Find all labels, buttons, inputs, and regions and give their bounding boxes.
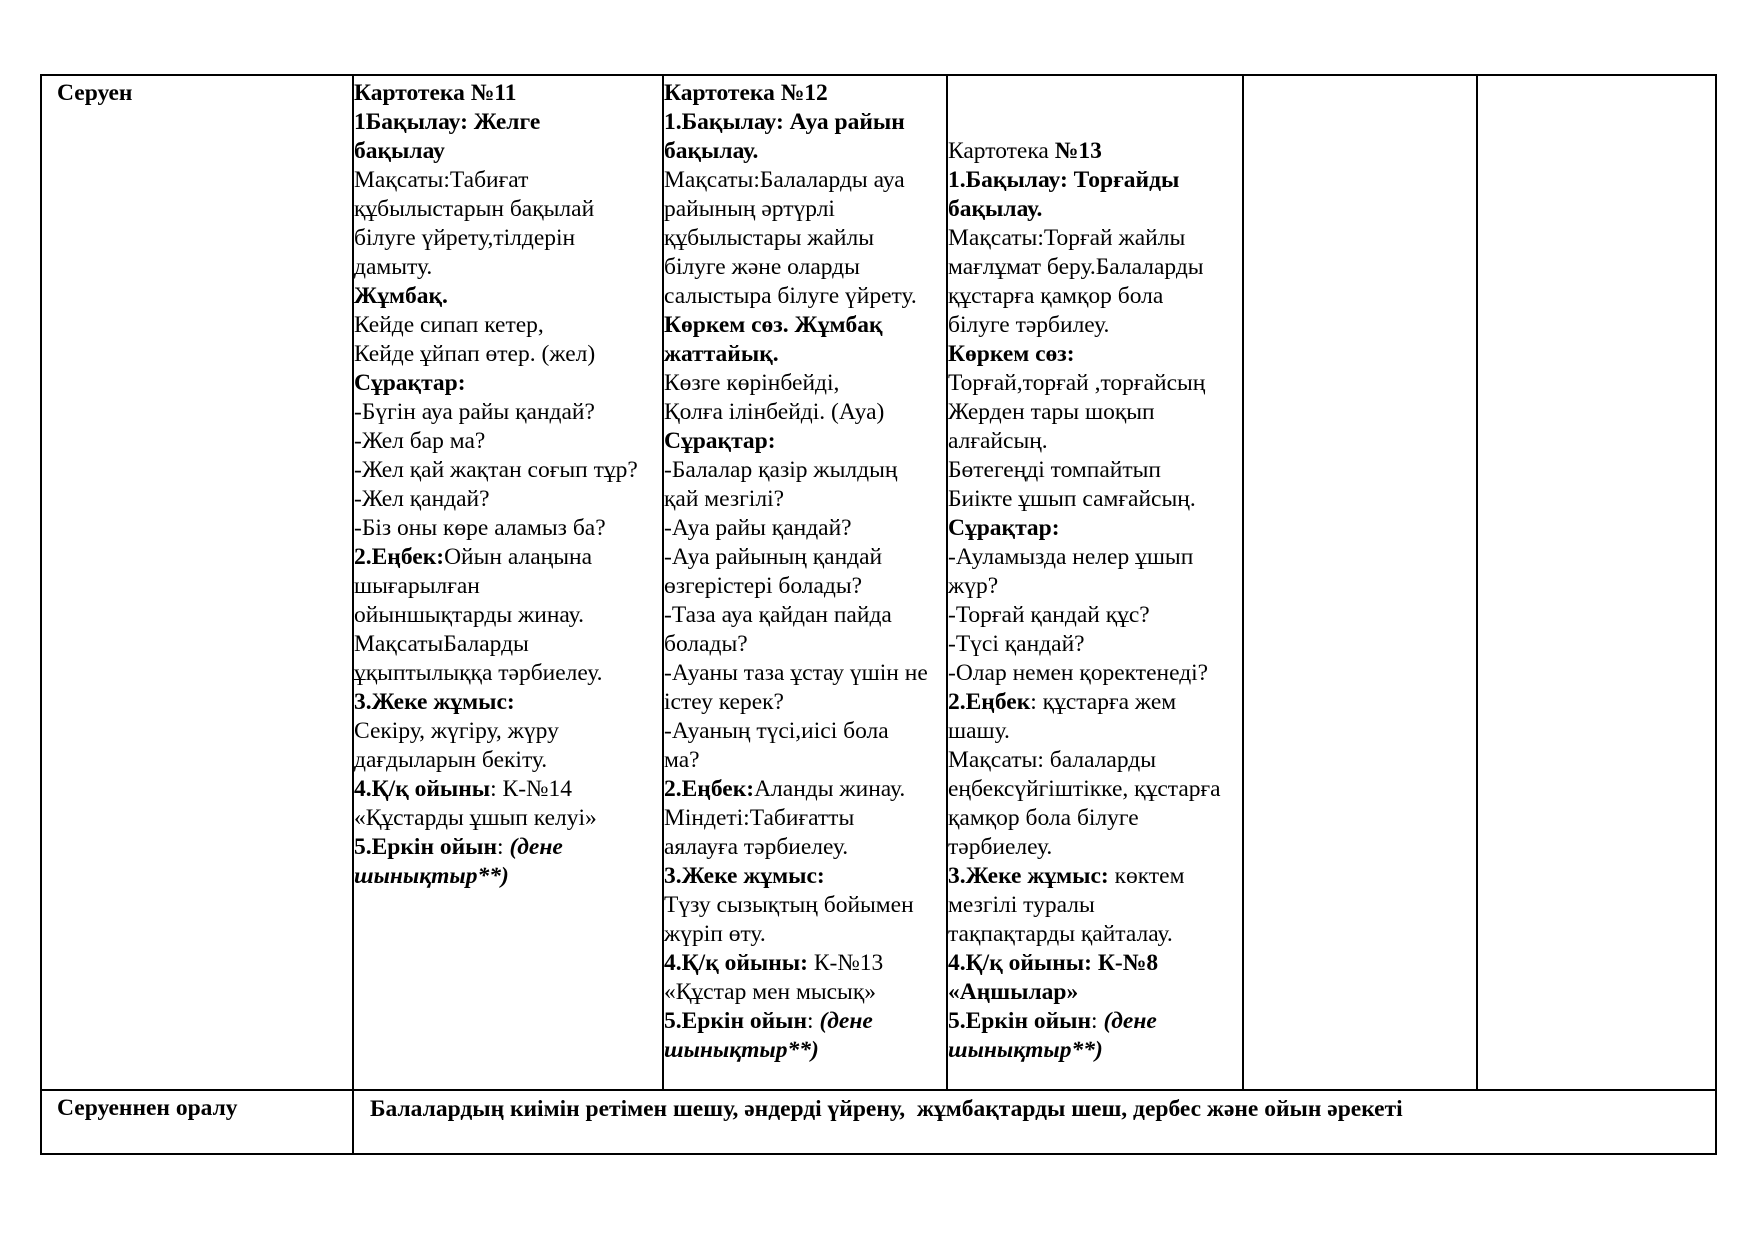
card-11-line: Мақсаты:Табиғат bbox=[354, 167, 529, 193]
card-11-line: МақсатыБаларды bbox=[354, 631, 529, 657]
card-11-heading: 4.Қ/қ ойыны bbox=[354, 776, 491, 802]
card-13-heading: 3.Жеке жұмыс: bbox=[948, 863, 1109, 889]
card-13-line: мағлұмат беру.Балаларды bbox=[948, 254, 1204, 280]
card-11-line: шынықтыр**) bbox=[354, 863, 509, 889]
card-12-line: аялауға тәрбиелеу. bbox=[664, 834, 849, 860]
card-12-line: жүріп өту. bbox=[664, 921, 766, 947]
card-12-line: ма? bbox=[664, 747, 700, 773]
card-11-text: : К-№14 bbox=[490, 776, 572, 802]
card-11-line: ойыншықтарды жинау. bbox=[354, 602, 584, 628]
return-label: Серуеннен оралу bbox=[57, 1095, 238, 1121]
card-13-line: бақылау. bbox=[948, 196, 1043, 222]
card-11-line: «Құстарды ұшып келуі» bbox=[354, 805, 597, 831]
card-12-line: 1.Бақылау: Ауа райын bbox=[664, 109, 905, 135]
card-11-line: Сұрақтар: bbox=[354, 370, 466, 396]
card-13-line: -Торғай қандай құс? bbox=[948, 602, 1150, 628]
card-11-line: шығарылған bbox=[354, 573, 480, 599]
card-12-line: болады? bbox=[664, 631, 748, 657]
card-12-line: -Ауа райы қандай? bbox=[664, 515, 852, 541]
card-11-title: Картотека №11 bbox=[354, 80, 517, 106]
card-13-line: -Ауламызда нелер ұшып bbox=[948, 544, 1194, 570]
card-11-line: бақылау bbox=[354, 138, 445, 164]
card-13-line: 1.Бақылау: Торғайды bbox=[948, 167, 1180, 193]
card-11-line: Жұмбақ. bbox=[354, 283, 448, 309]
return-label-cell bbox=[41, 1090, 353, 1154]
card-11-line bbox=[354, 775, 662, 804]
card-12-line: білуге және оларды bbox=[664, 254, 860, 280]
card-13-line: еңбексүйгіштікке, құстарға bbox=[948, 776, 1221, 802]
card-12-italic: (дене bbox=[819, 1008, 873, 1034]
card-11-italic: (дене bbox=[509, 834, 563, 860]
card-12-line: Түзу сызықтың бойымен bbox=[664, 892, 914, 918]
card-13-cell bbox=[947, 75, 1243, 1090]
card-12-heading: 5.Еркін ойын bbox=[664, 1008, 808, 1034]
card-13-line: жүр? bbox=[948, 573, 999, 599]
card-11-line: Секіру, жүгіру, жүру bbox=[354, 718, 559, 744]
card-13-line: тақпақтарды қайталау. bbox=[948, 921, 1173, 947]
card-13-text: : құстарға жем bbox=[1030, 689, 1177, 715]
card-12-line: Көзге көрінбейді, bbox=[664, 370, 840, 396]
card-13-line: Көркем сөз: bbox=[948, 341, 1075, 367]
card-13-line: 4.Қ/қ ойыны: К-№8 bbox=[948, 950, 1159, 976]
card-13-heading: 5.Еркін ойын bbox=[948, 1008, 1092, 1034]
card-11-line: -Бүгін ауа райы қандай? bbox=[354, 399, 595, 425]
card-13-line: мезгілі туралы bbox=[948, 892, 1095, 918]
card-12-line bbox=[664, 1007, 946, 1036]
card-12-line: істеу керек? bbox=[664, 689, 784, 715]
card-12-line: Міндеті:Табиғатты bbox=[664, 805, 855, 831]
card-12-line: «Құстар мен мысық» bbox=[664, 979, 877, 1005]
card-13-line: Бөтегеңді томпайтып bbox=[948, 457, 1161, 483]
card-11-text: Ойын алаңына bbox=[444, 544, 593, 570]
daily-plan-table bbox=[40, 74, 1717, 1155]
card-12-line: шынықтыр**) bbox=[664, 1037, 819, 1063]
card-13-line bbox=[948, 1007, 1242, 1036]
card-12-line: Мақсаты:Балаларды ауа bbox=[664, 167, 905, 193]
card-12-line: -Ауа райының қандай bbox=[664, 544, 883, 570]
card-13-line: құстарға қамқор бола bbox=[948, 283, 1164, 309]
card-12-line: жаттайық. bbox=[664, 341, 779, 367]
card-13-italic: (дене bbox=[1103, 1008, 1157, 1034]
card-13-line: Торғай,торғай ,торғайсың bbox=[948, 370, 1206, 396]
card-11-line: Кейде ұйпап өтер. (жел) bbox=[354, 341, 596, 367]
card-13-title bbox=[948, 137, 1242, 166]
card-11-line: Кейде сипап кетер, bbox=[354, 312, 544, 338]
card-12-cell bbox=[663, 75, 947, 1090]
card-13-line: шынықтыр**) bbox=[948, 1037, 1103, 1063]
card-11-line: -Жел қандай? bbox=[354, 486, 490, 512]
card-12-text: Аланды жинау. bbox=[754, 776, 906, 802]
card-13-line: «Аңшылар» bbox=[948, 979, 1079, 1005]
return-text-cell bbox=[353, 1090, 1716, 1154]
card-13-line bbox=[948, 862, 1242, 891]
card-13-line: алғайсың. bbox=[948, 428, 1048, 454]
card-13-text: көктем bbox=[1108, 863, 1185, 889]
card-13-line: Мақсаты:Торғай жайлы bbox=[948, 225, 1186, 251]
card-13-line: шашу. bbox=[948, 718, 1010, 744]
card-12-line: салыстыра білуге үйрету. bbox=[664, 283, 917, 309]
card-11-line: дамыту. bbox=[354, 254, 433, 280]
card-12-heading: 2.Еңбек: bbox=[664, 776, 755, 802]
card-12-line: райының әртүрлі bbox=[664, 196, 835, 222]
card-12-line: Көркем сөз. Жұмбақ bbox=[664, 312, 883, 338]
card-13-line bbox=[948, 688, 1242, 717]
card-11-line: білуге үйрету,тілдерін bbox=[354, 225, 576, 251]
card-11-line: -Біз оны көре аламыз ба? bbox=[354, 515, 606, 541]
card-12-line: құбылыстары жайлы bbox=[664, 225, 875, 251]
empty-cell-col5 bbox=[1243, 75, 1477, 1090]
card-12-line: -Таза ауа қайдан пайда bbox=[664, 602, 892, 628]
card-12-line: -Балалар қазір жылдың bbox=[664, 457, 898, 483]
card-11-line: -Жел бар ма? bbox=[354, 428, 486, 454]
card-13-line: -Олар немен қоректенеді? bbox=[948, 660, 1209, 686]
card-11-text: : bbox=[497, 834, 510, 860]
card-11-line: -Жел қай жақтан соғып тұр? bbox=[354, 457, 638, 483]
card-11-line: 3.Жеке жұмыс: bbox=[354, 689, 515, 715]
card-12-line: -Ауаның түсі,иісі бола bbox=[664, 718, 889, 744]
card-12-heading: 4.Қ/қ ойыны: bbox=[664, 950, 808, 976]
card-11-line: құбылыстарын бақылай bbox=[354, 196, 595, 222]
card-12-line: қай мезгілі? bbox=[664, 486, 785, 512]
card-12-line: өзгерістері болады? bbox=[664, 573, 863, 599]
card-12-line bbox=[664, 775, 946, 804]
card-13-line: Жерден тары шоқып bbox=[948, 399, 1155, 425]
walk-label: Серуен bbox=[57, 80, 133, 106]
card-13-line: Сұрақтар: bbox=[948, 515, 1060, 541]
walk-label-cell bbox=[41, 75, 353, 1090]
walk-row bbox=[41, 75, 1716, 1090]
card-12-text: : bbox=[807, 1008, 820, 1034]
card-11-line bbox=[354, 833, 662, 862]
return-text: Балалардың киімін ретімен шешу, әндерді үйрену, жұмбақтарды шеш, дербес және ойын әрекеті bbox=[370, 1096, 1403, 1122]
card-11-line: ұқыптылыққа тәрбиелеу. bbox=[354, 660, 603, 686]
card-11-line bbox=[354, 543, 662, 572]
card-11-line: 1Бақылау: Желге bbox=[354, 109, 541, 135]
card-12-line: Сұрақтар: bbox=[664, 428, 776, 454]
card-12-line: 3.Жеке жұмыс: bbox=[664, 863, 825, 889]
card-12-line bbox=[664, 949, 946, 978]
card-12-line: -Ауаны таза ұстау үшін не bbox=[664, 660, 928, 686]
card-11-line: дағдыларын бекіту. bbox=[354, 747, 548, 773]
card-13-title-number: №13 bbox=[1054, 138, 1102, 164]
card-12-line: бақылау. bbox=[664, 138, 759, 164]
card-13-title-word: Картотека bbox=[948, 138, 1055, 164]
card-12-text: К-№13 bbox=[807, 950, 884, 976]
card-11-heading: 5.Еркін ойын bbox=[354, 834, 498, 860]
card-12-line: Қолға ілінбейді. (Ауа) bbox=[664, 399, 885, 425]
card-11-heading: 2.Еңбек: bbox=[354, 544, 445, 570]
card-13-line: тәрбиелеу. bbox=[948, 834, 1053, 860]
card-12-title: Картотека №12 bbox=[664, 80, 828, 106]
card-13-spacer bbox=[948, 108, 1242, 137]
card-13-line: Мақсаты: балаларды bbox=[948, 747, 1157, 773]
card-13-spacer bbox=[948, 79, 1242, 108]
return-row bbox=[41, 1090, 1716, 1154]
empty-cell-col6 bbox=[1477, 75, 1716, 1090]
card-13-line: қамқор бола білуге bbox=[948, 805, 1139, 831]
card-13-heading: 2.Еңбек bbox=[948, 689, 1031, 715]
card-13-text: : bbox=[1091, 1008, 1104, 1034]
card-13-line: -Түсі қандай? bbox=[948, 631, 1085, 657]
card-11-cell bbox=[353, 75, 663, 1090]
card-13-line: білуге тәрбилеу. bbox=[948, 312, 1110, 338]
card-13-line: Биікте ұшып самғайсың. bbox=[948, 486, 1196, 512]
